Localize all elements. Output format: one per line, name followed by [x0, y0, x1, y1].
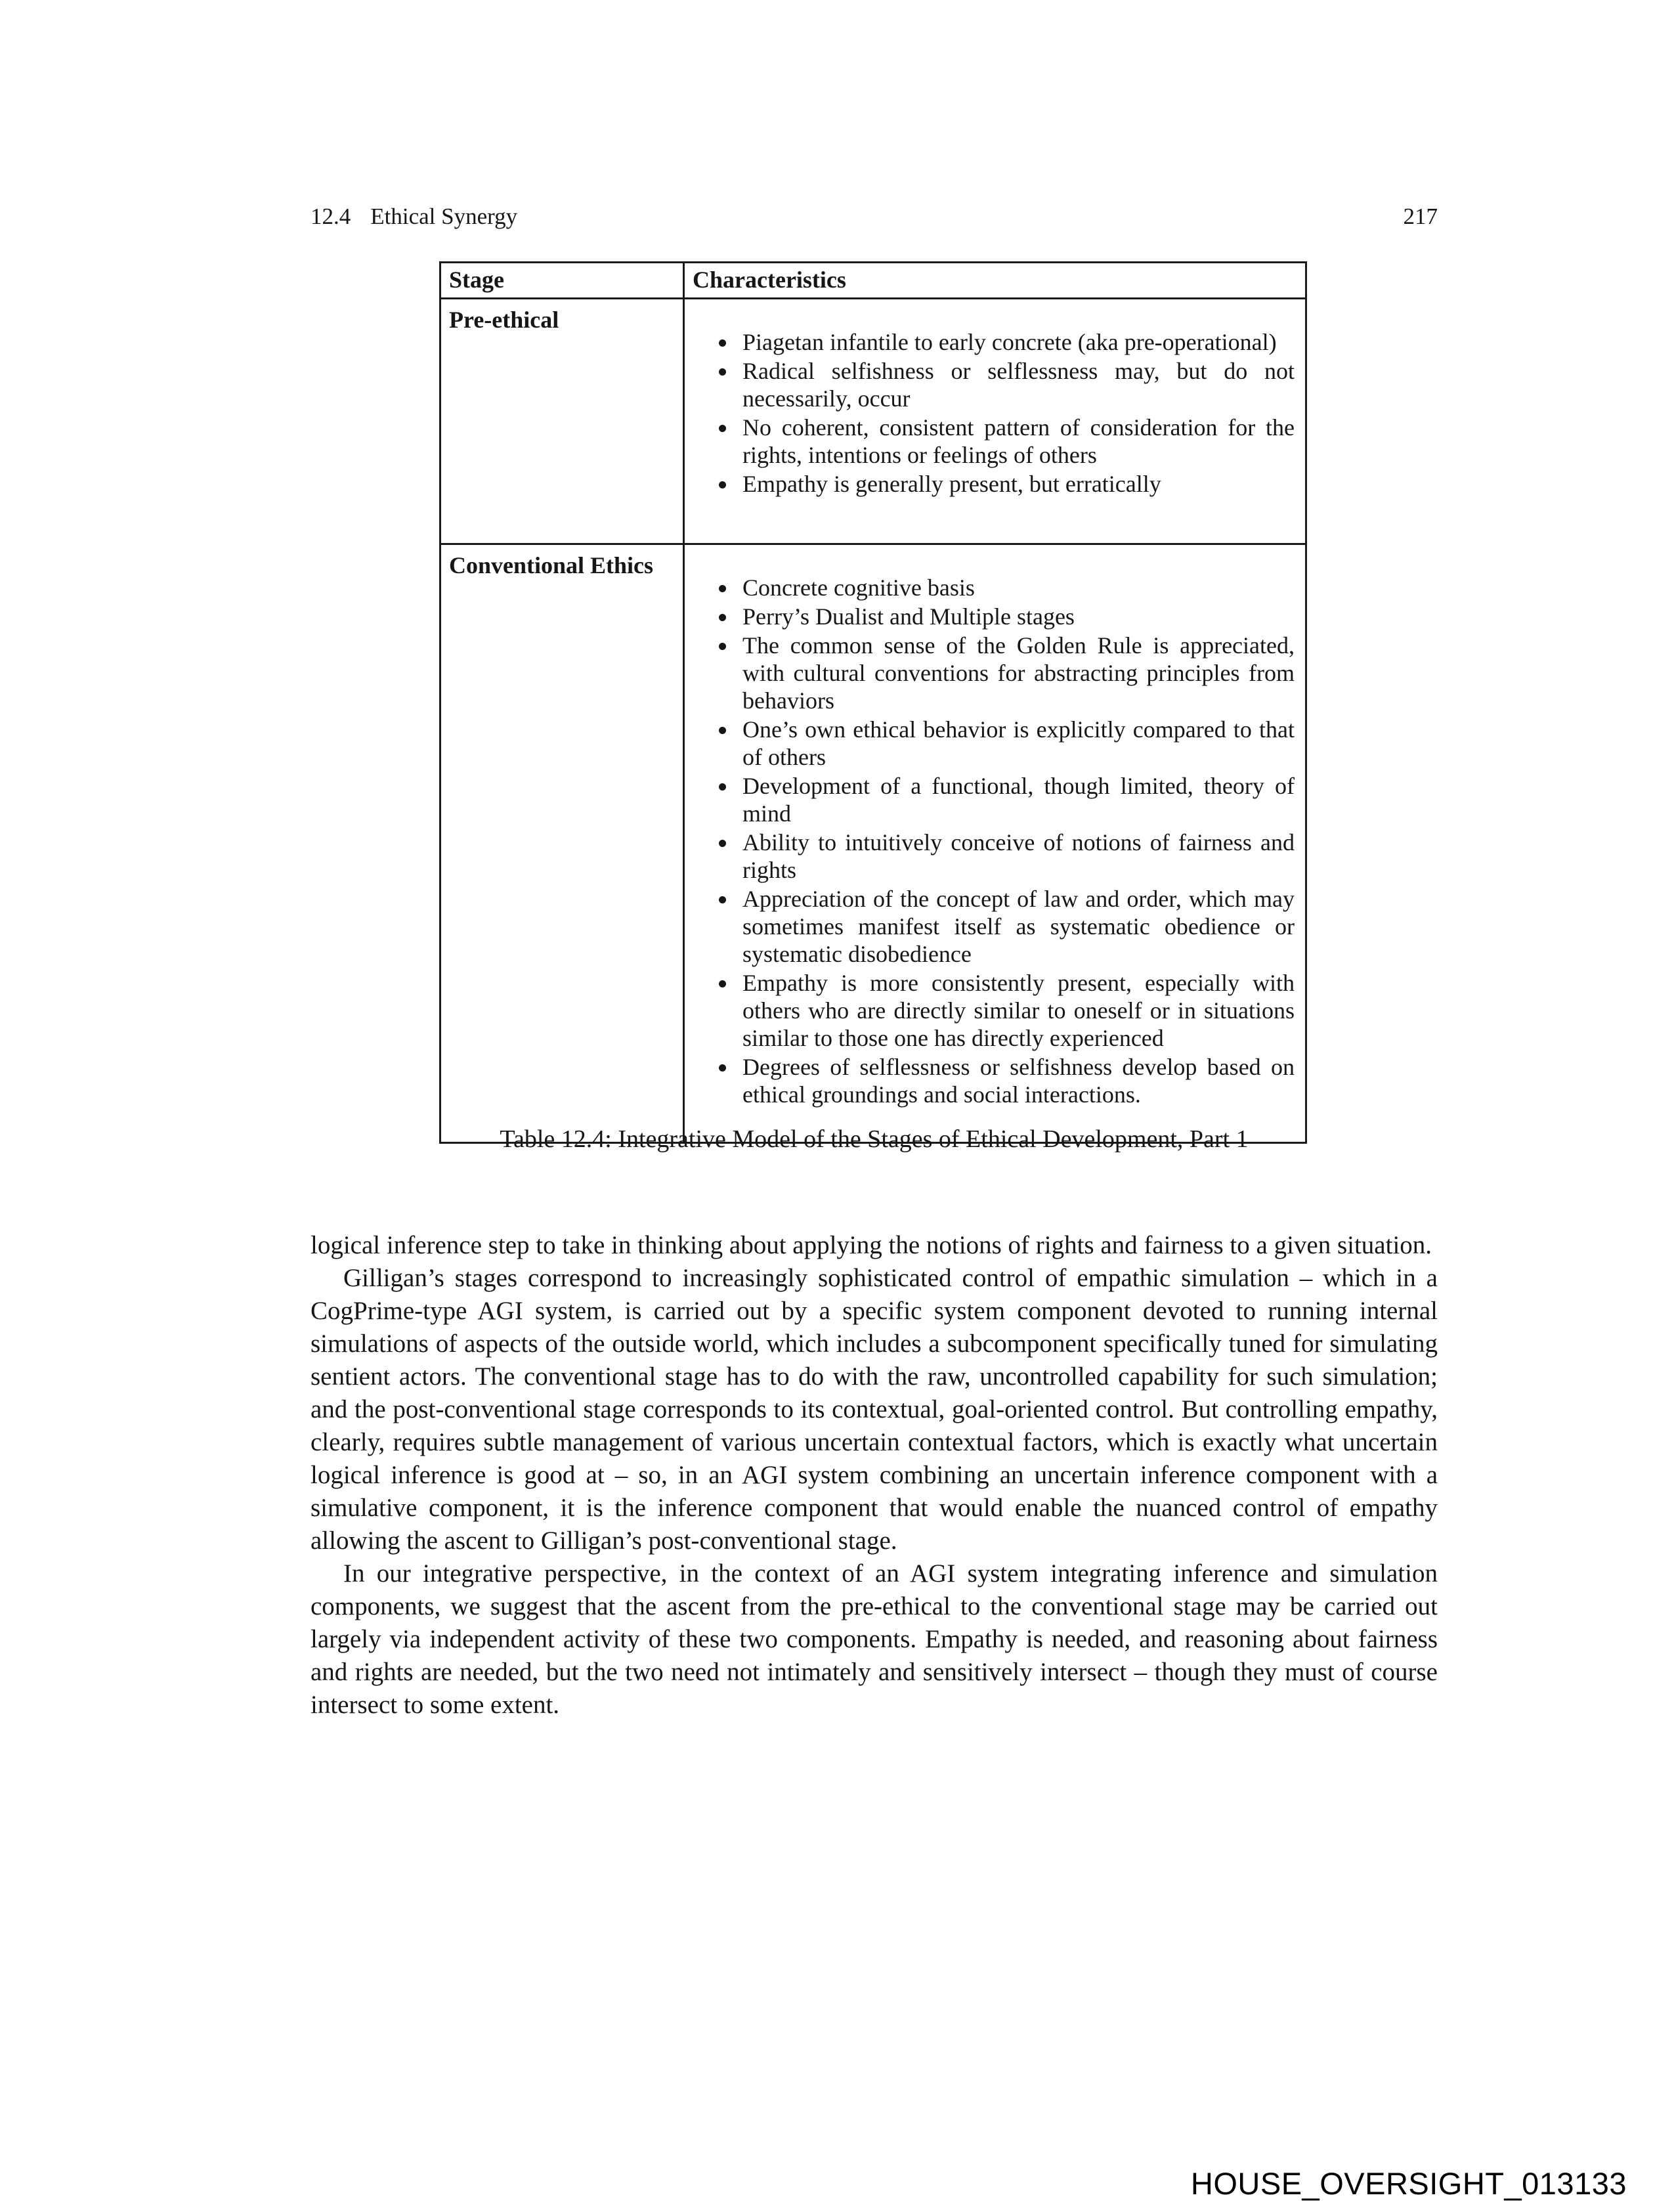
section-heading [311, 204, 517, 230]
table-header-row [440, 263, 1306, 299]
bullet-item: • Empathy is more consistently present, especially with others who are directly similar to oneself or in situations similar to those one has directly experienced [737, 969, 1295, 1052]
bullet-item: • One’s own ethical behavior is explicitly compared to that of others [737, 716, 1295, 771]
bullet-item: • Piagetan infantile to early concrete (aka pre-operational) [737, 328, 1295, 356]
table-caption: Table 12.4: Integrative Model of the Stages of Ethical Development, Part 1 [500, 1125, 1249, 1153]
body-text [311, 1229, 1438, 1722]
characteristics-cell [684, 299, 1306, 544]
paragraph: Gilligan’s stages correspond to increasingly sophisticated control of empathic simulation – which in a CogPrime-type AGI system, is carried out by a specific system component devoted to running internal simulations of aspects of the outside world, which includes a subcomponent specifically tuned for simulating sentient actors. The conventional stage has to do with the raw, uncontrolled capability for such simulation; and the post-conventional stage corresponds to its contextual, goal-oriented control. But controlling empathy, clearly, requires subtle management of various uncertain contextual factors, which is exactly what uncertain logical inference is good at – so, in an AGI system combining an uncertain inference component with a simulative component, it is the inference component that would enable the nuanced control of empathy allowing the ascent to Gilligan’s post-conventional stage. [311, 1264, 1438, 1555]
watermark: HOUSE_OVERSIGHT_013133 [1190, 2166, 1627, 2201]
bullet-list [695, 574, 1295, 1108]
bullet-item: • Ability to intuitively conceive of notions of fairness and rights [737, 829, 1295, 884]
bullet-item: • No coherent, consistent pattern of consideration for the rights, intentions or feelings of others [737, 414, 1295, 469]
characteristics-cell [684, 544, 1306, 1143]
paragraph: logical inference step to take in thinking about applying the notions of rights and fairness to a given situation. [311, 1231, 1432, 1259]
bullet-item: • Appreciation of the concept of law and order, which may sometimes manifest itself as systematic obedience or systematic disobedience [737, 885, 1295, 968]
column-header-stage: Stage [440, 263, 684, 299]
stage-cell: Pre-ethical [440, 299, 684, 544]
paragraph: In our integrative perspective, in the context of an AGI system integrating inference and simulation components, we suggest that the ascent from the pre-ethical to the conventional stage may be carried out largely via independent activity of these two components. Empathy is needed, and reasoning about fairness and rights are needed, but the two need not intimately and sensitively intersect – though they must of course intersect to some extent. [311, 1559, 1438, 1719]
page-number: 217 [1403, 204, 1438, 229]
bullet-item: • Empathy is generally present, but erratically [737, 470, 1295, 498]
bullet-item: • Concrete cognitive basis [737, 574, 1295, 601]
bullet-list [695, 328, 1295, 498]
bullet-item: • Degrees of selflessness or selfishness develop based on ethical groundings and social interactions. [737, 1053, 1295, 1108]
section-number: 12.4 [311, 204, 351, 229]
table-row [440, 544, 1306, 1143]
bullet-item: • Perry’s Dualist and Multiple stages [737, 603, 1295, 630]
bullet-item: • The common sense of the Golden Rule is appreciated, with cultural conventions for abstracting principles from behaviors [737, 632, 1295, 714]
table-row [440, 299, 1306, 544]
section-title: Ethical Synergy [370, 204, 518, 229]
ethical-stages-table [439, 261, 1307, 1144]
page-header [311, 204, 1438, 230]
bullet-item: • Development of a functional, though limited, theory of mind [737, 772, 1295, 827]
column-header-characteristics: Characteristics [684, 263, 1306, 299]
stage-cell: Conventional Ethics [440, 544, 684, 1143]
bullet-item: • Radical selfishness or selflessness may, but do not necessarily, occur [737, 357, 1295, 412]
